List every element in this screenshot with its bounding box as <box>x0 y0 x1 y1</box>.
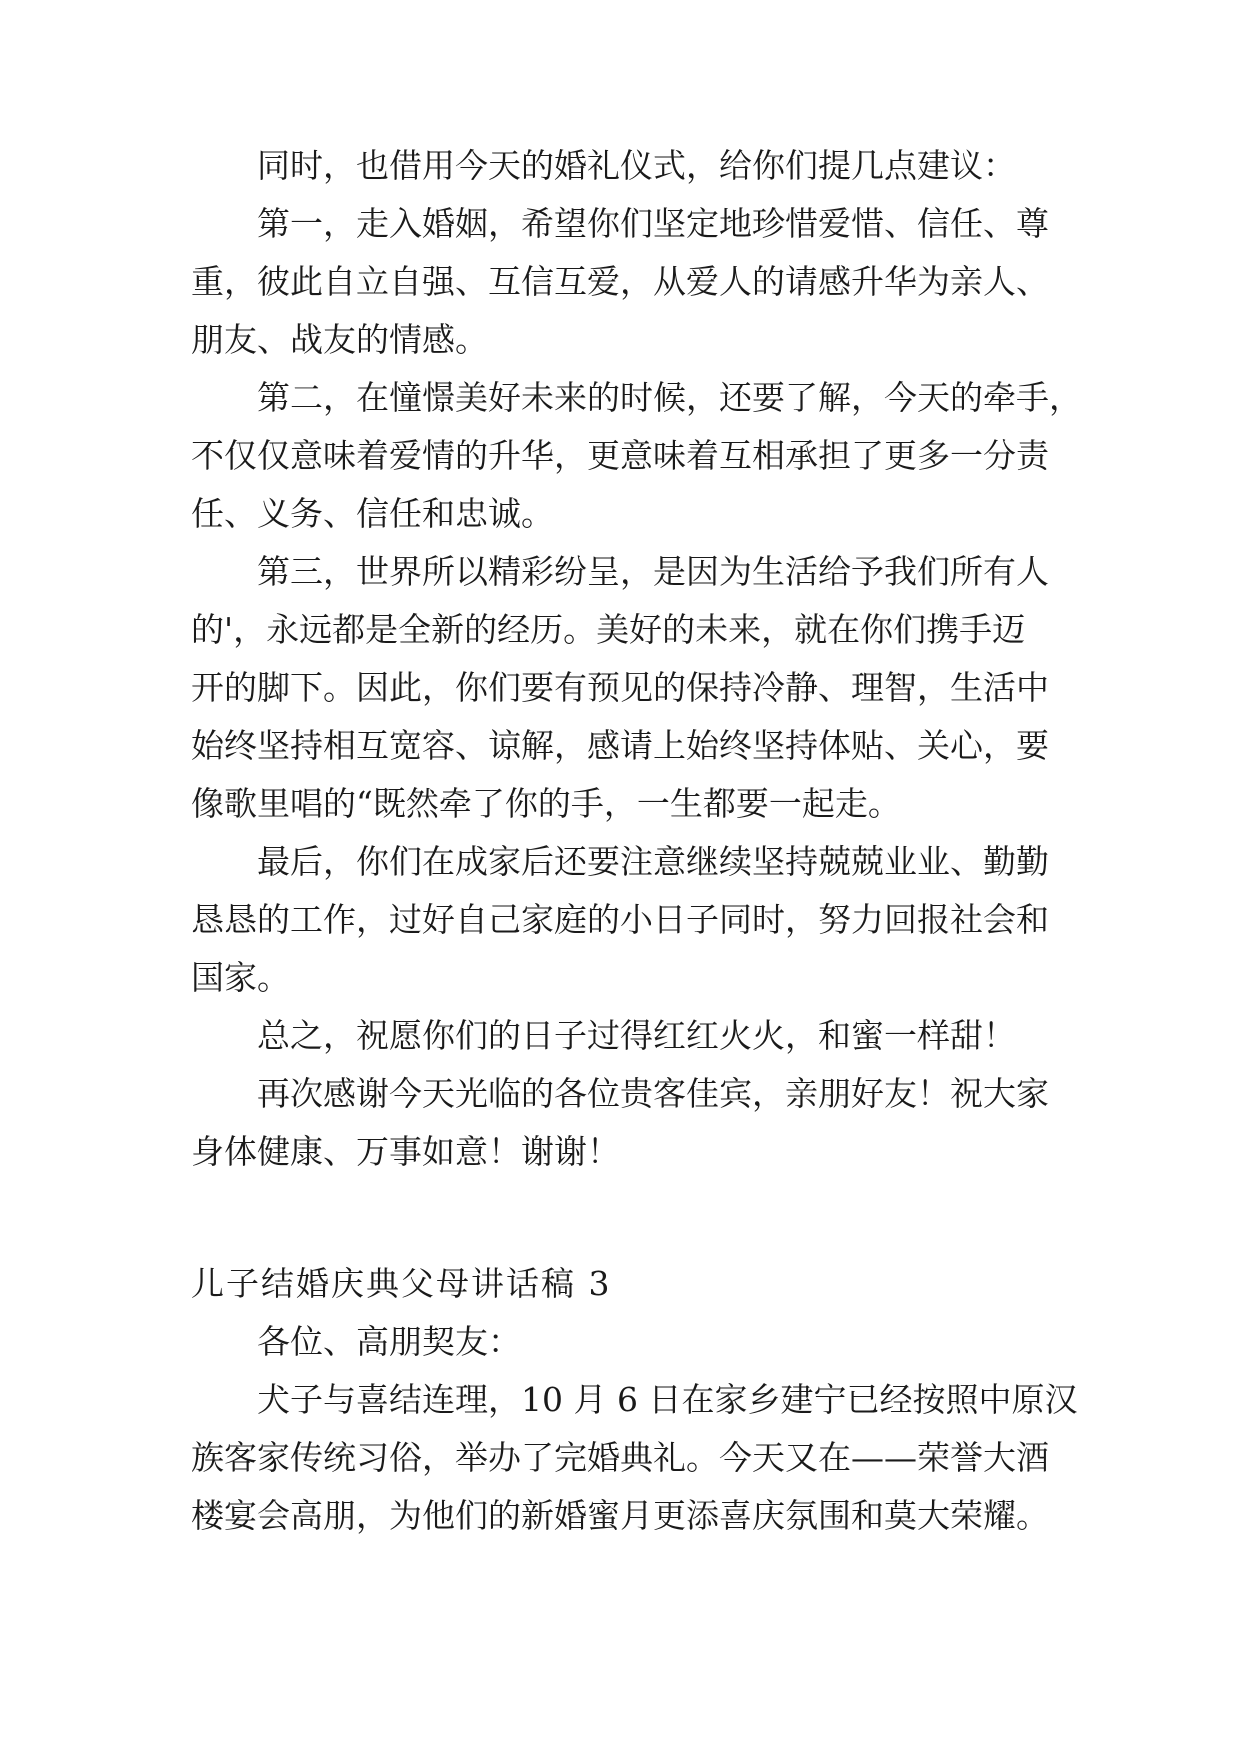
text-line: 犬子与喜结连理，10 月 6 日在家乡建宁已经按照中原汉 <box>257 1380 1078 1419</box>
text-line: 像歌里唱的“既然牵了你的手，一生都要一起走。 <box>191 784 901 823</box>
text-line: 楼宴会高朋，为他们的新婚蜜月更添喜庆氛围和莫大荣耀。 <box>191 1496 1049 1535</box>
text-line: 朋友、战友的情感。 <box>191 320 488 359</box>
text-line: 各位、高朋契友： <box>257 1322 521 1361</box>
text-line: 最后，你们在成家后还要注意继续坚持兢兢业业、勤勤 <box>257 842 1049 881</box>
advice-section <box>191 137 1082 1181</box>
text-line: 不仅仅意味着爱情的升华，更意味着互相承担了更多一分责 <box>191 436 1049 475</box>
text-line: 总之，祝愿你们的日子过得红红火火，和蜜一样甜！ <box>257 1016 1016 1055</box>
text-line: 第二，在憧憬美好未来的时候，还要了解，今天的牵手， <box>257 378 1082 417</box>
text-line: 国家。 <box>191 958 290 997</box>
text-line: 同时，也借用今天的婚礼仪式，给你们提几点建议： <box>257 146 1016 185</box>
text-line: 任、义务、信任和忠诚。 <box>191 494 554 533</box>
text-line: 族客家传统习俗，举办了完婚典礼。今天又在——荣誉大酒 <box>191 1438 1049 1477</box>
text-line: 重，彼此自立自强、互信互爱，从爱人的请感升华为亲人、 <box>191 262 1049 301</box>
text-line: 第一，走入婚姻，希望你们坚定地珍惜爱惜、信任、尊 <box>257 204 1049 243</box>
text-line: 身体健康、万事如意！谢谢！ <box>191 1132 620 1171</box>
section-heading: 儿子结婚庆典父母讲话稿 3 <box>191 1264 612 1303</box>
text-line: 第三，世界所以精彩纷呈，是因为生活给予我们所有人 <box>257 552 1049 591</box>
text-line: 再次感谢今天光临的各位贵客佳宾，亲朋好友！祝大家 <box>257 1074 1049 1113</box>
speech-section <box>191 1313 1078 1545</box>
text-line: 始终坚持相互宽容、谅解，感请上始终坚持体贴、关心，要 <box>191 726 1049 765</box>
text-line: 的'，永远都是全新的经历。美好的未来，就在你们携手迈 <box>191 610 1026 649</box>
text-line: 开的脚下。因此，你们要有预见的保持冷静、理智，生活中 <box>191 668 1049 707</box>
text-line: 恳恳的工作，过好自己家庭的小日子同时，努力回报社会和 <box>191 900 1049 939</box>
